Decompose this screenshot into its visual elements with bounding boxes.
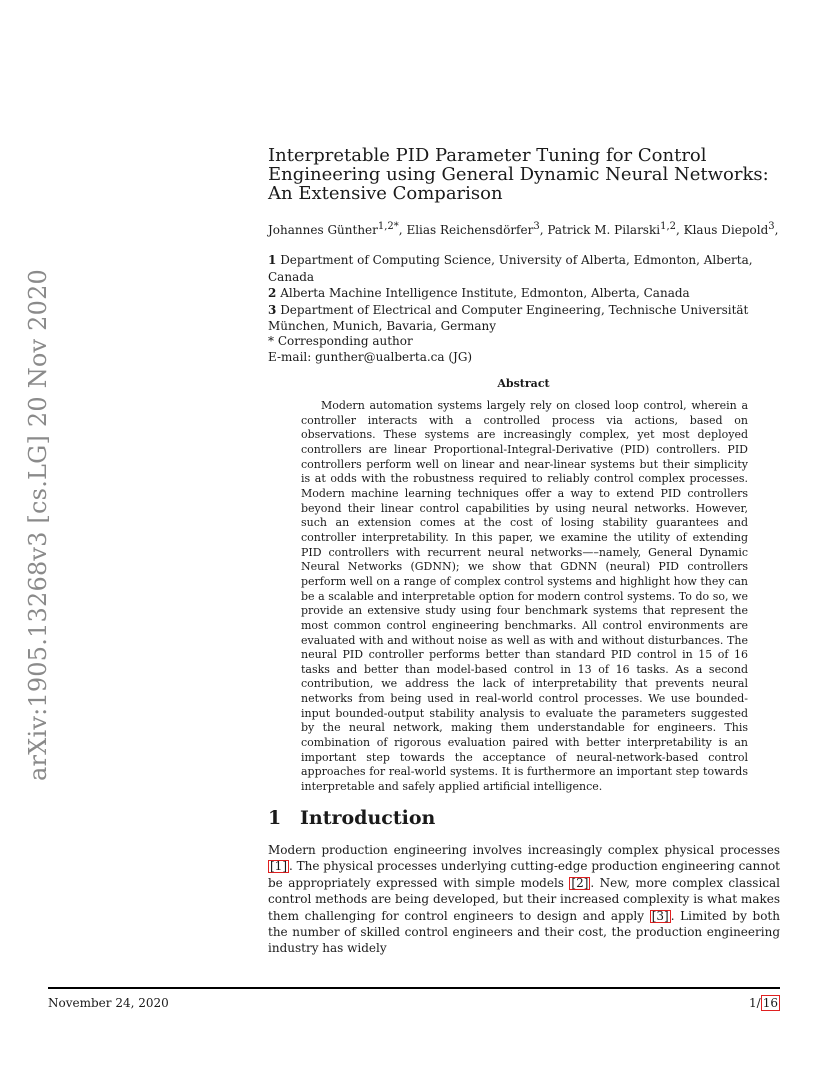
abstract-heading: Abstract	[497, 377, 550, 390]
author-affiliation-mark: 3	[768, 221, 775, 232]
footer-date: November 24, 2020	[48, 996, 169, 1010]
author: Patrick M. Pilarski	[547, 223, 661, 237]
author: Johannes Günther	[268, 223, 378, 237]
author-affiliation-mark: 1,2	[660, 221, 676, 232]
corresponding-author-note: * Corresponding author	[268, 334, 413, 348]
correspondence	[268, 333, 798, 365]
contact-email: E-mail: gunther@ualberta.ca (JG)	[268, 350, 473, 364]
footer-rule	[48, 987, 780, 989]
section-title: Introduction	[300, 807, 436, 829]
author: Klaus Diepold	[683, 223, 769, 237]
abstract-text: Modern automation systems largely rely on closed loop control, wherein a controller interacts with a controlled process via actions, based on observations. These systems are increasingly complex, yet most deployed controllers are linear Proportional-Integral-Derivative (PID) controllers. PID controllers perform well on linear and near-linear systems but their simplicity is at odds with the robustness required to reliably control complex processes. Modern machine learning techniques offer a way to extend PID controllers beyond their linear control capabilities by using neural networks. However, such an extension comes at the cost of losing stability guarantees and controller interpretability. In this paper, we examine the utility of extending PID controllers with recurrent neural networks—–namely, General Dynamic Neural Networks (GDNN); we show that GDNN (neural) PID controllers perform well on a range of complex control systems and highlight how they can be a scalable and interpretable option for modern control systems. To do so, we provide an extensive study using four benchmark systems that represent the most common control engineering benchmarks. All control environments are evaluated with and without noise as well as with and without disturbances. The neural PID controller performs better than standard PID control in 15 of 16 tasks and better than model-based control in 13 of 16 tasks. As a second contribution, we address the lack of interpretability that prevents neural networks from being used in real-world control processes. We use bounded-input bounded-output stability analysis to evaluate the parameters suggested by the neural network, making them understandable for engineers. This combination of rigorous evaluation paired with better interpretability is an important step towards the acceptance of neural-network-based control approaches for real-world systems. It is furthermore an important step towards interpretable and safely applied artificial intelligence.	[301, 399, 748, 794]
section-number: 1	[268, 807, 282, 829]
author: Elias Reichensdörfer	[406, 223, 534, 237]
affiliation-list	[268, 252, 798, 335]
author-affiliation-mark: 1,2*	[377, 221, 399, 232]
author-list: Johannes Günther$^{1,2*}$, Elias Reichensdörfer$^3$, Patrick M. Pilarski$^{1,2}$, Klaus Diepold$^3$,	[268, 221, 779, 237]
introduction-paragraph: Modern production engineering involves increasingly complex physical processes [1] . The physical processes underlying cutting-edge production engineering cannot be appropriately expressed with simple models [2] . New, more complex classical control methods are being developed, but their increased complexity is what makes them challenging for control engineers to design and apply [3] . Limited by both the number of skilled control engineers and their cost, the production engineering industry has widely	[268, 843, 780, 956]
author-affiliation-mark: 3	[533, 221, 540, 232]
section-heading	[268, 807, 435, 829]
affiliation: 1 Department of Computing Science, University of Alberta, Edmonton, Alberta, Canada	[268, 253, 753, 284]
affiliation: 3 Department of Electrical and Computer Engineering, Technische Universität München, Munich, Bavaria, Germany	[268, 302, 749, 333]
citation-link[interactable]: [3]	[651, 908, 669, 923]
total-pages-link[interactable]: 16	[762, 996, 778, 1010]
page-number: 1/ 16	[749, 996, 778, 1010]
citation-link[interactable]: [1]	[270, 859, 287, 874]
arxiv-watermark	[18, 268, 58, 782]
citation-link[interactable]: [2]	[571, 875, 589, 890]
arxiv-id: arXiv:1905.13268v3 [cs.LG] 20 Nov 2020	[24, 268, 52, 782]
paper-title: Interpretable PID Parameter Tuning for Control Engineering using General Dynamic Neural Networks: An Extensive Comparison	[268, 145, 769, 204]
affiliation: 2 Alberta Machine Intelligence Institute, Edmonton, Alberta, Canada	[268, 286, 690, 300]
